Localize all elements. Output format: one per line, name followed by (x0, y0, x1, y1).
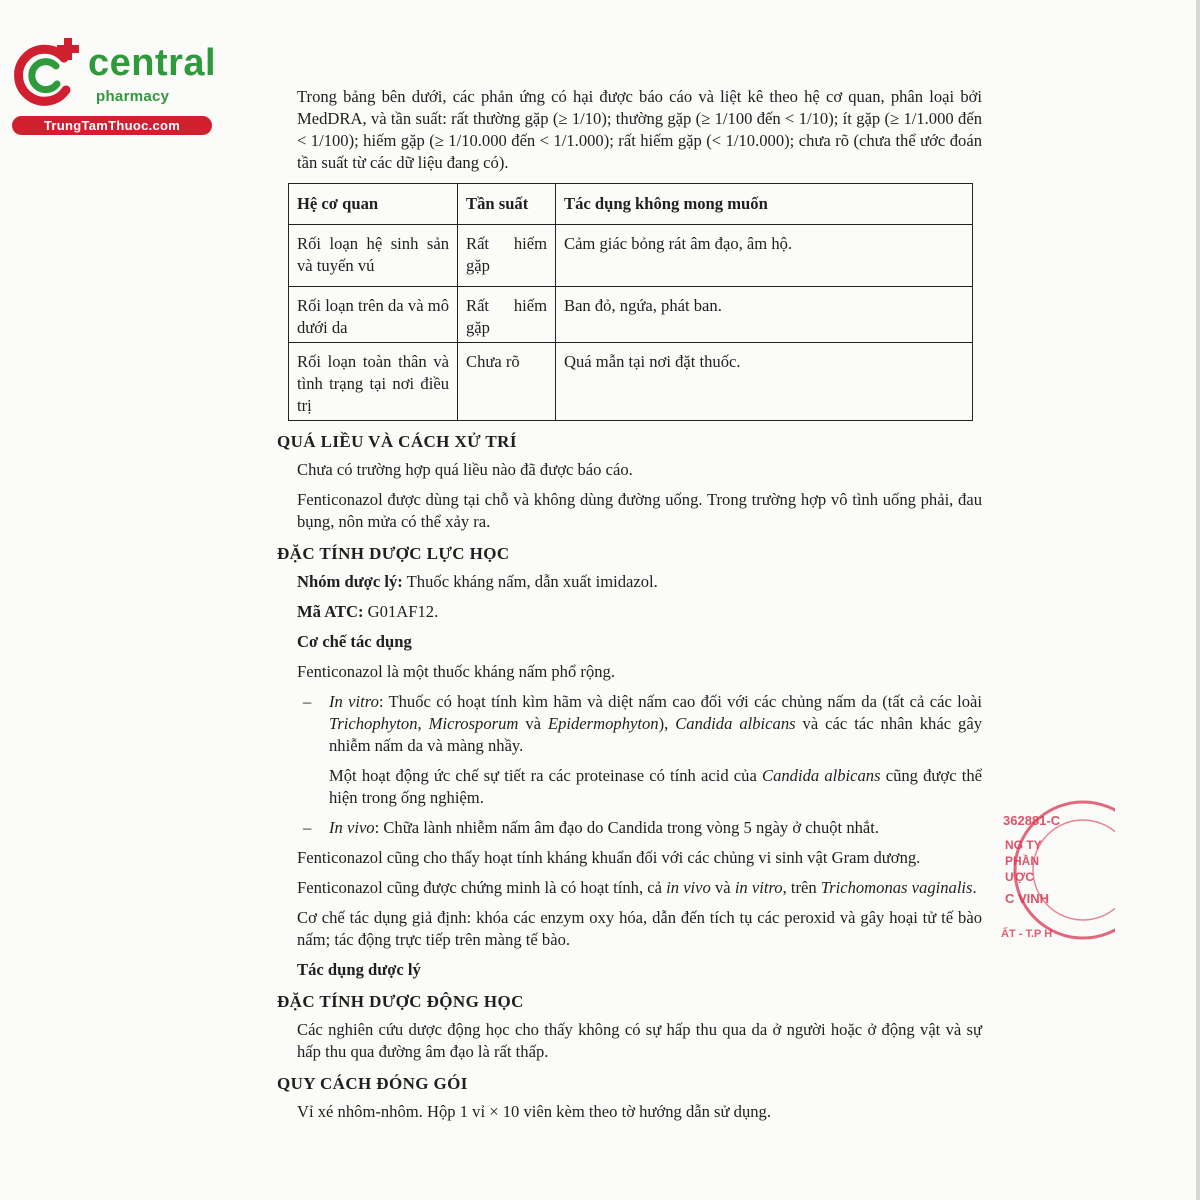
dash-bullet: – (303, 692, 312, 711)
table-header-cell: Tác dụng không mong muốn (556, 184, 973, 225)
tricho-text: Fenticonazol cũng được chứng minh là có hoạt tính, cả (297, 878, 667, 897)
overdose-paragraph: Chưa có trường hợp quá liều nào đã được báo cáo. (297, 460, 633, 479)
table-cell-effect: Ban đỏ, ngứa, phát ban. (556, 287, 973, 343)
table-cell-effect: Cảm giác bỏng rát âm đạo, âm hộ. (556, 225, 973, 287)
pharmacokinetics-heading: ĐẶC TÍNH DƯỢC ĐỘNG HỌC (277, 992, 524, 1011)
mechanism-heading: Cơ chế tác dụng (297, 632, 412, 651)
atc-code (297, 601, 982, 623)
central-pharmacy-emblem-icon (8, 36, 88, 116)
table-cell-frequency: Rất hiếm gặp (458, 225, 556, 287)
pharmacodynamics-heading: ĐẶC TÍNH DƯỢC LỰC HỌC (277, 544, 510, 563)
tricho-italic: in vivo (666, 878, 711, 897)
stamp-text: PHẦN (1005, 854, 1040, 868)
table-cell-effect: Quá mẫn tại nơi đặt thuốc. (556, 343, 973, 421)
table-cell-frequency: Rất hiếm gặp (458, 287, 556, 343)
invitro-label: In vitro (329, 692, 379, 711)
tricho-italic: in vitro (734, 878, 783, 897)
species-name: Microsporum (428, 714, 519, 733)
list-item (277, 817, 982, 839)
hypothesis-paragraph: Cơ chế tác dụng giả định: khóa các enzym oxy hóa, dẫn đến tích tụ các peroxid và gây hoại tử tế bào nấm; tác động trực tiếp trên màng tế bào. (297, 908, 982, 949)
mechanism-list (277, 691, 982, 757)
packaging-paragraph: Vỉ xé nhôm-nhôm. Hộp 1 vỉ × 10 viên kèm theo tờ hướng dẫn sử dụng. (297, 1102, 771, 1121)
invitro-text: , (417, 714, 429, 733)
proteinase-text: Một hoạt động ức chế sự tiết ra các proteinase có tính acid của (329, 766, 762, 785)
invitro-text: và (518, 714, 548, 733)
table-cell-frequency: Chưa rõ (458, 343, 556, 421)
company-stamp (995, 795, 1115, 955)
document-body (277, 86, 982, 1131)
brand-url[interactable]: TrungTamThuoc.com (12, 116, 212, 135)
group-value: Thuốc kháng nấm, dẫn xuất imidazol. (402, 572, 658, 591)
species-name: Trichomonas vaginalis (820, 878, 973, 897)
species-name: Trichophyton (329, 714, 418, 733)
stamp-text: C VINH (1005, 891, 1050, 906)
central-pharmacy-logo[interactable] (8, 36, 218, 136)
packaging-heading: QUY CÁCH ĐÓNG GÓI (277, 1074, 468, 1093)
invivo-text: : Chữa lành nhiễm nấm âm đạo do Candida trong vòng 5 ngày ở chuột nhắt. (374, 818, 880, 837)
invitro-text: : Thuốc có hoạt tính kìm hãm và diệt nấm cao đối với các chủng nấm da (tất cả các loài (378, 692, 983, 711)
proteinase-paragraph (329, 765, 982, 809)
table-header-cell: Hệ cơ quan (289, 184, 458, 225)
stamp-text: ẤT - T.P H (1001, 928, 1053, 940)
stamp-text: NG TY (1005, 838, 1042, 852)
table-cell-organ: Rối loạn hệ sinh sản và tuyến vú (289, 225, 458, 287)
trichomonas-paragraph (297, 877, 982, 899)
overdose-paragraph: Fenticonazol được dùng tại chỗ và không dùng đường uống. Trong trường hợp vô tình uống phải, đau bụng, nôn mửa có thể xảy ra. (297, 490, 982, 531)
tricho-text: . (972, 878, 977, 897)
pharmacokinetics-paragraph: Các nghiên cứu dược động học cho thấy không có sự hấp thu qua da ở người hoặc ở động vật và sự hấp thu qua đường âm đạo là rất thấp. (297, 1020, 982, 1061)
table-header-row (289, 184, 973, 225)
pharmacological-effect-heading: Tác dụng dược lý (297, 960, 421, 979)
invitro-text: và các tác nhân khác gây nhiễm nấm da và màng nhầy. (329, 714, 982, 755)
table-header-cell: Tần suất (458, 184, 556, 225)
species-name: Candida albicans (675, 714, 796, 733)
table-row (289, 343, 973, 421)
species-name: Candida albicans (762, 766, 881, 785)
list-item (277, 691, 982, 757)
group-label: Nhóm dược lý: (297, 572, 403, 591)
gram-paragraph: Fenticonazol cũng cho thấy hoạt tính kháng khuẩn đối với các chủng vi sinh vật Gram dương. (297, 848, 921, 867)
brand-subtitle: pharmacy (96, 88, 170, 105)
adverse-reactions-intro: Trong bảng bên dưới, các phản ứng có hại được báo cáo và liệt kê theo hệ cơ quan, phân loại bởi MedDRA, và tần suất: rất thường gặp (≥ 1/10); thường gặp (≥ 1/100 đến < 1/10); ít gặp (≥ 1/1.000 đến < 1/100); hiếm gặp (≥ 1/10.000 đến < 1/1.000); rất hiếm gặp (< 1/10.000); chưa rõ (chưa thể ước đoán tần suất từ các dữ liệu đang có). (297, 87, 982, 172)
mechanism-intro: Fenticonazol là một thuốc kháng nấm phổ rộng. (297, 662, 615, 681)
brand-name: central (88, 42, 217, 84)
atc-label: Mã ATC: (297, 602, 364, 621)
atc-value: G01AF12. (363, 602, 439, 621)
mechanism-list (277, 817, 982, 839)
overdose-heading: QUÁ LIỀU VÀ CÁCH XỬ TRÍ (277, 432, 517, 451)
adverse-reactions-table (288, 183, 973, 421)
invitro-text: ), (658, 714, 676, 733)
stamp-text: 362881-C (1003, 813, 1061, 828)
table-cell-organ: Rối loạn toàn thân và tình trạng tại nơi điều trị (289, 343, 458, 421)
invivo-label: In vivo (329, 818, 375, 837)
page-edge (1196, 0, 1200, 1200)
species-name: Epidermophyton (547, 714, 659, 733)
dash-bullet: – (303, 818, 312, 837)
pharmacological-group (297, 571, 982, 593)
stamp-text: ƯỢC (1005, 870, 1034, 884)
table-row (289, 225, 973, 287)
tricho-text: và (710, 878, 735, 897)
table-cell-organ: Rối loạn trên da và mô dưới da (289, 287, 458, 343)
proteinase-text: cũng được thể hiện trong ống nghiệm. (329, 766, 982, 807)
tricho-text: , trên (782, 878, 821, 897)
table-row (289, 287, 973, 343)
